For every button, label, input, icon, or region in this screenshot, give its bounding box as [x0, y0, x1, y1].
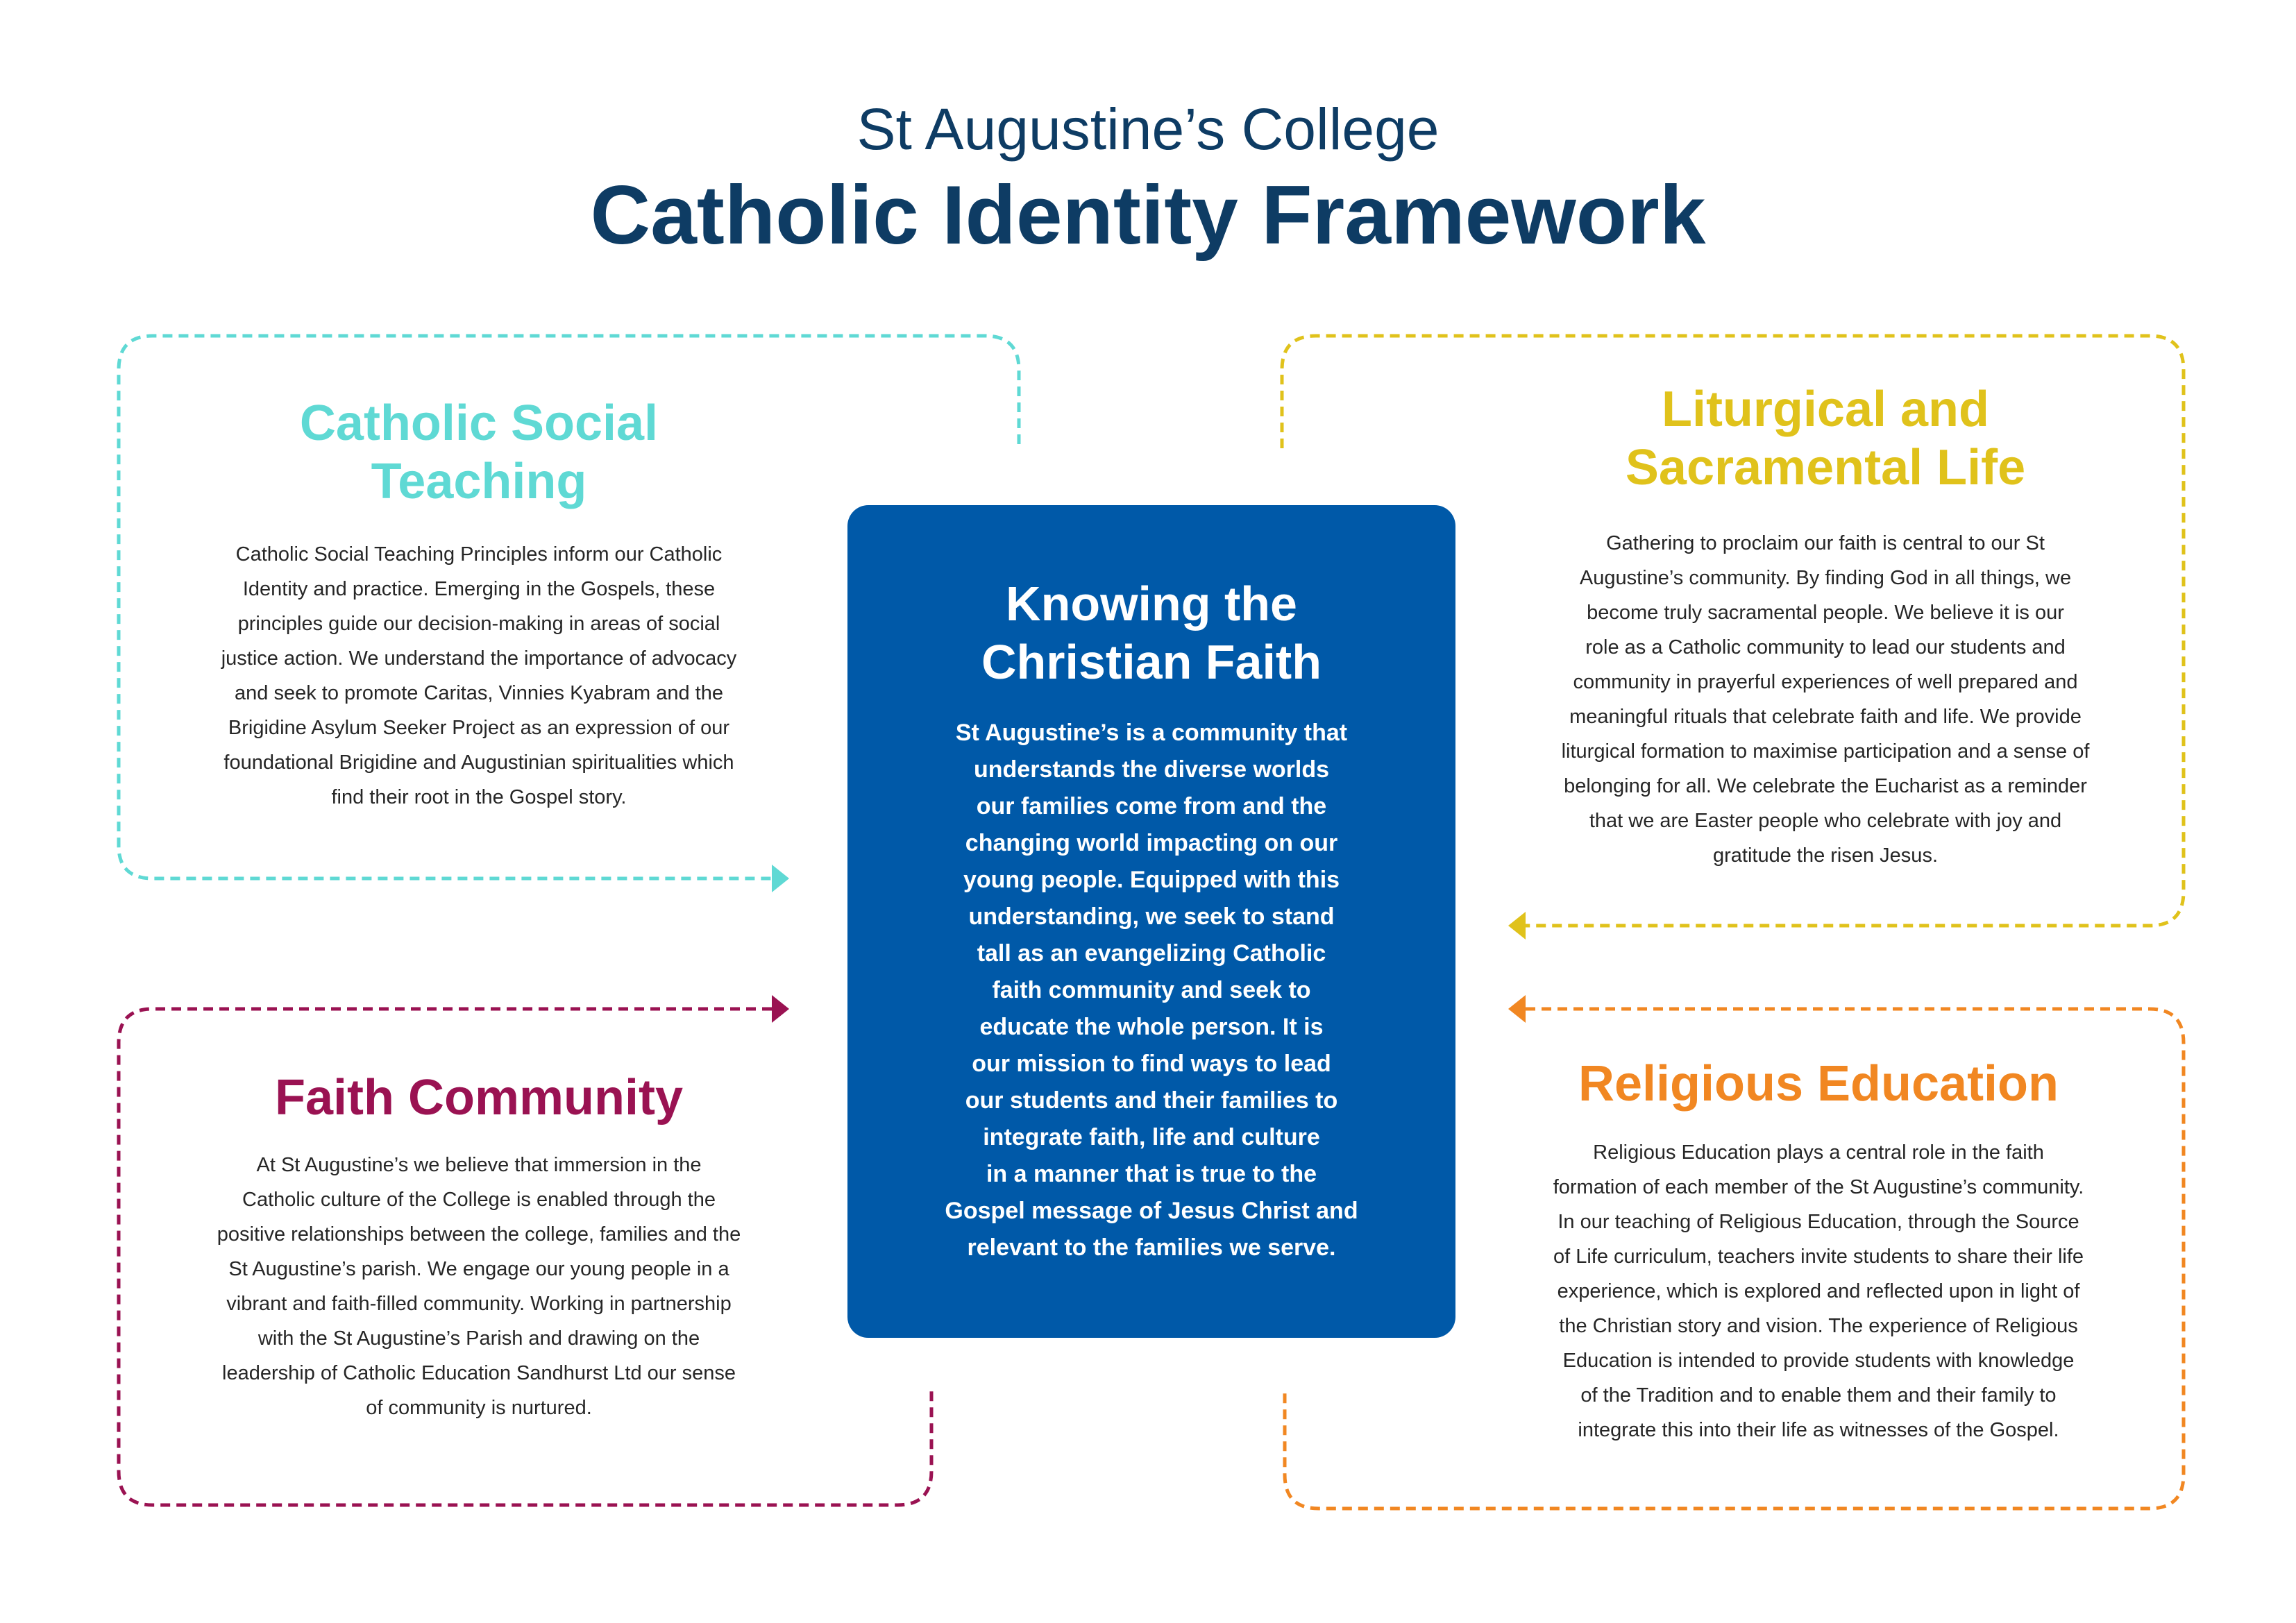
body-line: Education is intended to provide students with knowledge [1562, 1350, 2075, 1373]
title-line: Liturgical and [1661, 382, 1990, 437]
body-line: formation of each member of the St Augustine’s community. [1553, 1176, 2084, 1199]
body-line: role as a Catholic community to lead our students and [1585, 636, 2066, 659]
body-line: educate the whole person. It is [979, 1014, 1324, 1040]
body-line: Gathering to proclaim our faith is central to our St [1606, 532, 2045, 555]
knowing-christian-faith-body [922, 715, 1381, 1266]
title-line: Catholic Social [299, 396, 659, 451]
knowing-christian-faith-title [847, 575, 1455, 691]
body-line: meaningful rituals that celebrate faith and life. We provide [1569, 706, 2082, 729]
religious-education-panel [1471, 1055, 2166, 1447]
title-line: Knowing the [1006, 577, 1297, 631]
religious-education-body [1471, 1135, 2166, 1447]
body-line: justice action. We understand the importance of advocacy [221, 647, 737, 670]
body-line: of the Tradition and to enable them and their family to [1580, 1384, 2057, 1407]
body-line: tall as an evangelizing Catholic [977, 940, 1326, 967]
title-line: Christian Faith [981, 635, 1322, 689]
body-line: belonging for all. We celebrate the Eucharist as a reminder [1564, 775, 2087, 798]
body-line: integrate faith, life and culture [983, 1124, 1320, 1150]
faith-community-panel [132, 1069, 826, 1425]
body-line: foundational Brigidine and Augustinian spiritualities which [223, 751, 734, 774]
body-line: Gospel message of Jesus Christ and [945, 1198, 1358, 1224]
body-line: vibrant and faith-filled community. Working in partnership [226, 1293, 732, 1316]
body-line: Catholic culture of the College is enabled through the [242, 1189, 716, 1212]
body-line: our mission to find ways to lead [972, 1051, 1331, 1077]
body-line: find their root in the Gospel story. [331, 786, 627, 809]
body-line: principles guide our decision-making in areas of social [237, 613, 720, 636]
catholic-social-teaching-arrow [772, 865, 789, 892]
body-line: St Augustine’s is a community that [955, 720, 1348, 746]
liturgical-sacramental-arrow [1508, 912, 1526, 940]
religious-education-title: Religious Education [1578, 1056, 2059, 1112]
title-line: Teaching [371, 454, 587, 510]
body-line: In our teaching of Religious Education, through the Source [1558, 1211, 2079, 1234]
body-line: faith community and seek to [992, 977, 1311, 1003]
body-line: Augustine’s community. By finding God in all things, we [1579, 567, 2072, 590]
college-name: St Augustine’s College [856, 96, 1440, 162]
title-line: Sacramental Life [1625, 440, 2026, 496]
body-line: of Life curriculum, teachers invite students to share their life [1553, 1246, 2084, 1268]
faith-community-title: Faith Community [275, 1070, 683, 1125]
liturgical-sacramental-body [1478, 526, 2172, 873]
religious-education-arrow [1508, 995, 1526, 1023]
liturgical-sacramental-panel [1478, 380, 2172, 873]
body-line: our students and their families to [965, 1087, 1338, 1114]
body-line: At St Augustine’s we believe that immersion in the [256, 1154, 702, 1177]
body-line: understands the diverse worlds [973, 756, 1330, 783]
body-line: changing world impacting on our [965, 830, 1338, 856]
body-line: Catholic Social Teaching Principles inform our Catholic [235, 543, 723, 566]
body-line: Brigidine Asylum Seeker Project as an expression of our [228, 717, 730, 740]
body-line: of community is nurtured. [366, 1397, 592, 1420]
liturgical-sacramental-title [1478, 380, 2172, 497]
body-line: with the St Augustine’s Parish and drawing on the [258, 1327, 700, 1350]
body-line: St Augustine’s parish. We engage our young people in a [228, 1258, 729, 1281]
body-line: gratitude the risen Jesus. [1712, 844, 1938, 867]
body-line: the Christian story and vision. The experience of Religious [1559, 1315, 2078, 1338]
body-line: experience, which is explored and reflected upon in light of [1557, 1280, 2080, 1303]
catholic-social-teaching-panel [132, 394, 826, 815]
knowing-christian-faith-box [847, 505, 1455, 1338]
body-line: positive relationships between the college, families and the [217, 1223, 741, 1246]
body-line: Identity and practice. Emerging in the Gospels, these [242, 578, 716, 601]
faith-community-body [132, 1148, 826, 1425]
body-line: Religious Education plays a central role in the faith [1593, 1141, 2044, 1164]
body-line: and seek to promote Caritas, Vinnies Kyabram and the [235, 682, 723, 705]
catholic-social-teaching-body [132, 537, 826, 815]
body-line: young people. Equipped with this [963, 867, 1340, 893]
body-line: community in prayerful experiences of well prepared and [1573, 671, 2078, 694]
body-line: relevant to the families we serve. [967, 1234, 1336, 1261]
page-title: Catholic Identity Framework [590, 169, 1706, 262]
body-line: liturgical formation to maximise participation and a sense of [1561, 740, 2090, 763]
catholic-social-teaching-title [132, 394, 826, 511]
body-line: integrate this into their life as witnesses of the Gospel. [1578, 1419, 2059, 1442]
body-line: that we are Easter people who celebrate with joy and [1589, 810, 2062, 833]
faith-community-arrow [772, 995, 789, 1023]
body-line: our families come from and the [976, 793, 1327, 819]
body-line: become truly sacramental people. We believe it is our [1587, 602, 2064, 624]
body-line: leadership of Catholic Education Sandhurst Ltd our sense [222, 1362, 736, 1385]
body-line: understanding, we seek to stand [968, 903, 1335, 930]
body-line: in a manner that is true to the [986, 1161, 1317, 1187]
